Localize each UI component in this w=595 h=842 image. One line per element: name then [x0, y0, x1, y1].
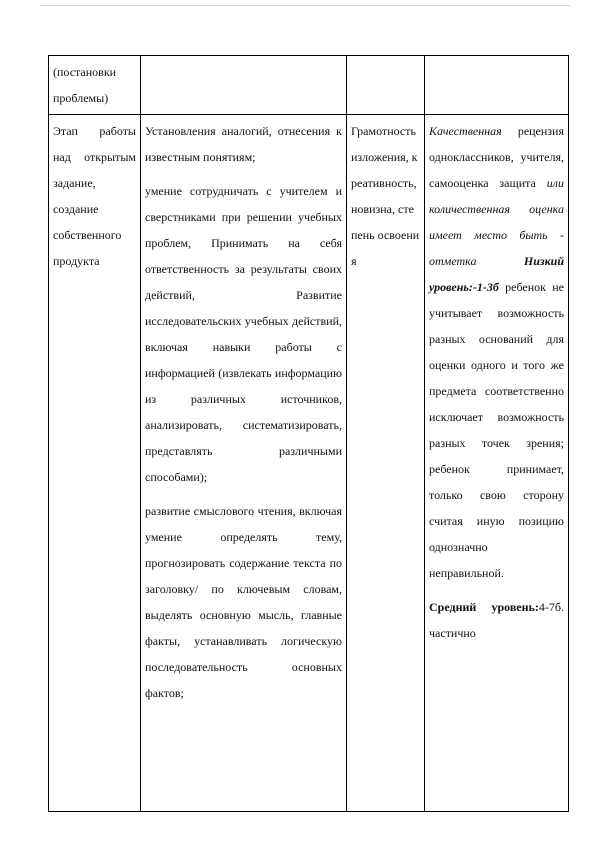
stage-text: (постановки проблемы) [53, 65, 117, 105]
evaluation-text: 4-7б. частично [429, 600, 564, 640]
cell-evaluation [425, 115, 569, 812]
cell-criteria [347, 115, 425, 812]
table-row [49, 115, 569, 812]
medium-level-label: Средний уровень: [429, 600, 539, 614]
evaluation-text: рецензия одноклассников, учителя, самооценка защита [429, 124, 564, 190]
skills-paragraph: умение сотрудничать с учителем и сверстниками при решении учебных проблем, Принимать на себя ответственность за результаты своих действий, Развитие исследовательских учебных действий, включая навыки работы с информацией (извлекать информацию из различных источников, анализировать, систематизировать, представлять различными способами); [145, 184, 342, 484]
cell-skills [141, 115, 347, 812]
table-row [49, 56, 569, 115]
low-level-label: Низкий уровень:-1-3б [429, 254, 564, 294]
skills-paragraph: развитие смыслового чтения, включая умение определять тему, прогнозировать содержание текста по заголовку/ по ключевым словам, выделять основную мысль, главные факты, устанавливать логическую последовательность основных фактов; [145, 504, 342, 700]
evaluation-italic: или количественная оценка имеет место быть - отметка [429, 176, 564, 268]
stage-text: Этап работы над открытым задание, создание собственного продукта [53, 124, 136, 268]
cell-stage [49, 115, 141, 812]
header-rule [40, 5, 570, 6]
criteria-text: Грамотность изложения, креативность, новизна, степень освоения [351, 124, 420, 268]
cell-evaluation [425, 56, 569, 115]
cell-criteria [347, 56, 425, 115]
evaluation-italic: Качественная [429, 124, 502, 138]
evaluation-paragraph [429, 594, 564, 646]
evaluation-text: ребенок не учитывает возможность разных оснований для оценки одного и того же предмета соответственно исключает возможность разных точек зрения; ребенок принимает, только свою сторону считая иную позицию однозначно неправильной. [429, 280, 564, 580]
assessment-table [48, 55, 569, 812]
evaluation-paragraph [429, 118, 564, 586]
skills-paragraph: Установления аналогий, отнесения к известным понятиям; [145, 124, 342, 164]
cell-skills [141, 56, 347, 115]
cell-stage [49, 56, 141, 115]
